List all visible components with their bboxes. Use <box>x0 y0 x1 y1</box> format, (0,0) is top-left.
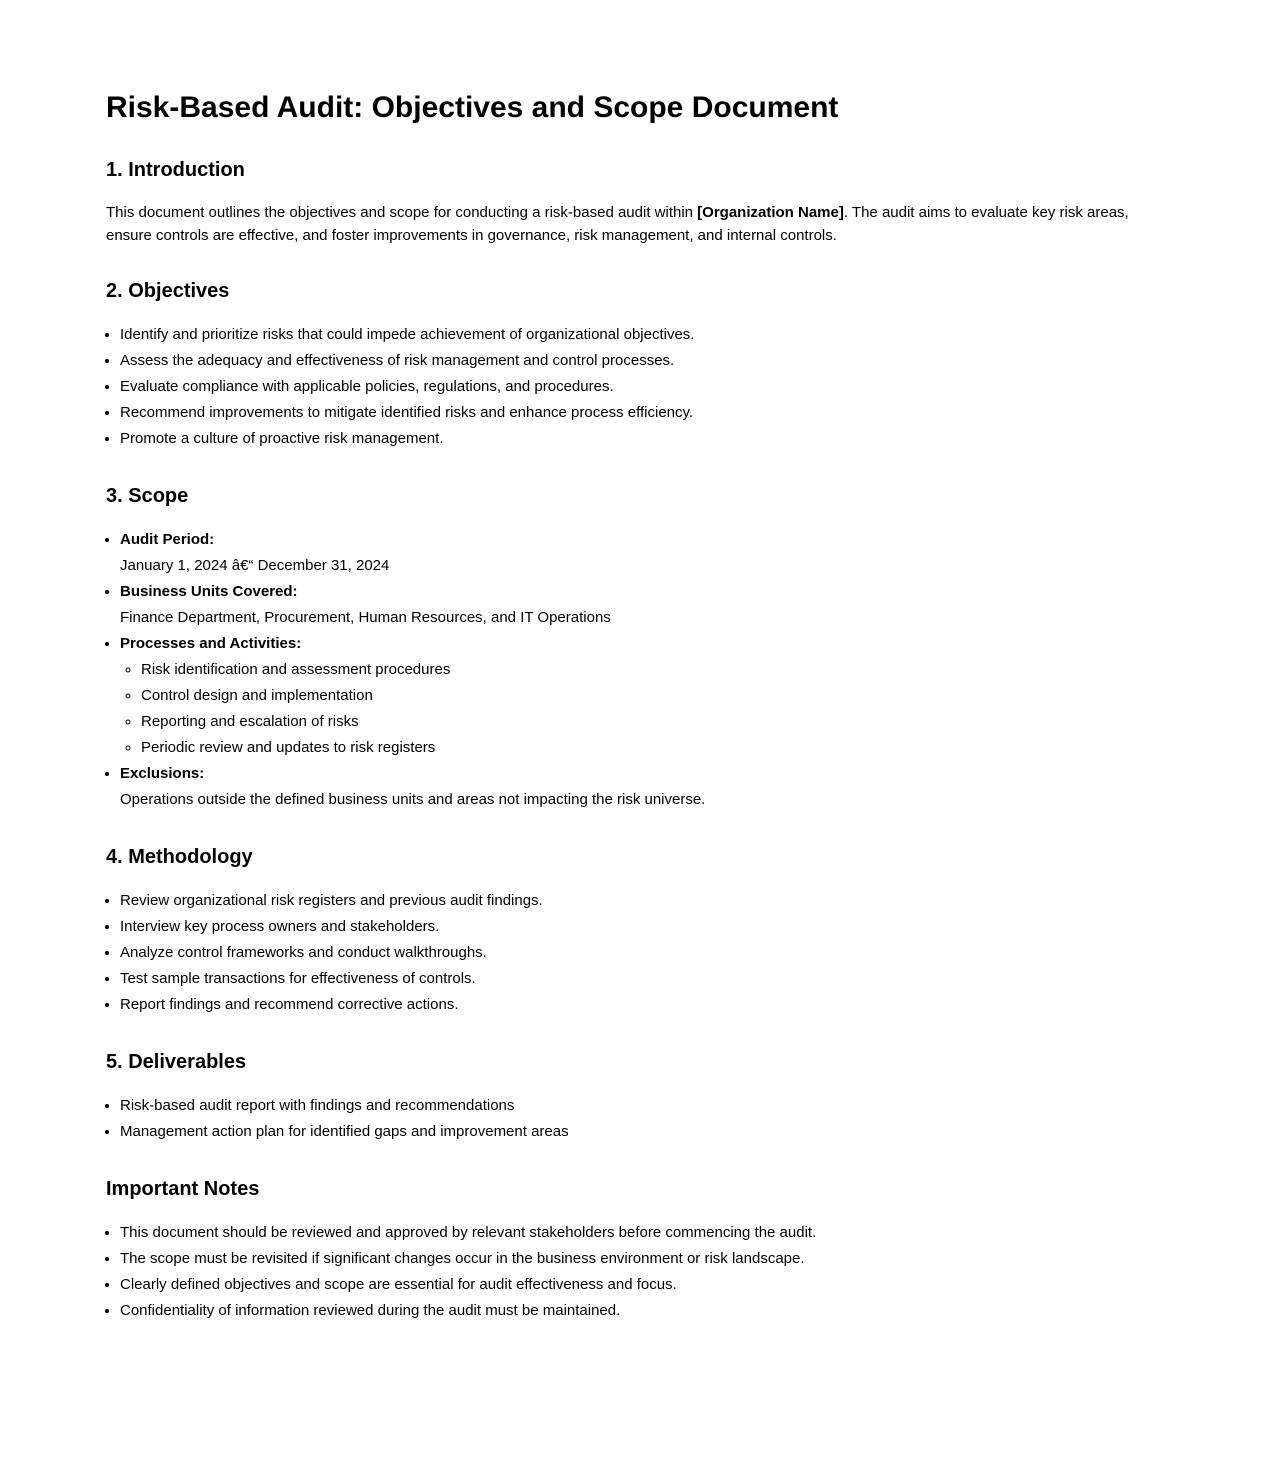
introduction-paragraph <box>106 201 1151 247</box>
section-introduction <box>106 158 1151 247</box>
important-notes-list <box>106 1220 1151 1324</box>
page-title: Risk-Based Audit: Objectives and Scope Document <box>106 91 839 124</box>
audit-period-value: January 1, 2024 â€“ December 31, 2024 <box>120 557 390 574</box>
business-units-value: Finance Department, Procurement, Human Resources, and IT Operations <box>120 609 611 626</box>
list-item: • Assess the adequacy and effectiveness of risk management and control processes. <box>120 348 1151 374</box>
section-deliverables <box>106 1050 1151 1145</box>
list-item: ◦ Reporting and escalation of risks <box>141 709 1151 735</box>
section-important-notes <box>106 1177 1151 1324</box>
list-item: • Clearly defined objectives and scope are essential for audit effectiveness and focus. <box>120 1272 1151 1298</box>
list-item: • Identify and prioritize risks that could impede achievement of organizational objectives. <box>120 322 1151 348</box>
list-item: • Promote a culture of proactive risk management. <box>120 426 1151 452</box>
introduction-text-before: This document outlines the objectives and scope for conducting a risk-based audit within <box>106 204 698 221</box>
list-item: • Management action plan for identified gaps and improvement areas <box>120 1119 1151 1145</box>
list-item: • Review organizational risk registers and previous audit findings. <box>120 888 1151 914</box>
section-scope <box>106 484 1151 813</box>
list-item: • Report findings and recommend corrective actions. <box>120 992 1151 1018</box>
list-item: • Risk-based audit report with findings and recommendations <box>120 1093 1151 1119</box>
list-item: • Test sample transactions for effectiveness of controls. <box>120 966 1151 992</box>
introduction-heading: 1. Introduction <box>106 159 245 181</box>
list-item: • Recommend improvements to mitigate identified risks and enhance process efficiency. <box>120 400 1151 426</box>
deliverables-list <box>106 1093 1151 1145</box>
methodology-heading: 4. Methodology <box>106 846 253 868</box>
methodology-list <box>106 888 1151 1018</box>
exclusions-value: Operations outside the defined business units and areas not impacting the risk universe. <box>120 791 706 808</box>
list-item: • Confidentiality of information reviewed during the audit must be maintained. <box>120 1298 1151 1324</box>
deliverables-heading: 5. Deliverables <box>106 1051 247 1073</box>
processes-label: Processes and Activities: <box>120 635 302 652</box>
list-item: • This document should be reviewed and approved by relevant stakeholders before commencing the audit. <box>120 1220 1151 1246</box>
scope-processes-item <box>120 631 1151 761</box>
scope-business-units-item <box>120 579 1151 631</box>
important-notes-heading: Important Notes <box>106 1178 260 1200</box>
processes-sublist <box>120 657 1151 761</box>
audit-period-label: Audit Period: <box>120 531 215 548</box>
list-item: ◦ Periodic review and updates to risk registers <box>141 735 1151 761</box>
list-item: • The scope must be revisited if significant changes occur in the business environment or risk landscape. <box>120 1246 1151 1272</box>
scope-exclusions-item <box>120 761 1151 813</box>
list-item: ◦ Control design and implementation <box>141 683 1151 709</box>
objectives-list <box>106 322 1151 452</box>
list-item: • Evaluate compliance with applicable policies, regulations, and procedures. <box>120 374 1151 400</box>
objectives-heading: 2. Objectives <box>106 280 230 302</box>
scope-heading: 3. Scope <box>106 485 189 507</box>
organization-name-placeholder: [Organization Name] <box>697 204 844 221</box>
business-units-label: Business Units Covered: <box>120 583 298 600</box>
list-item: • Analyze control frameworks and conduct walkthroughs. <box>120 940 1151 966</box>
section-methodology <box>106 845 1151 1018</box>
list-item: ◦ Risk identification and assessment procedures <box>141 657 1151 683</box>
document-page <box>106 0 1151 1462</box>
introduction-text-after: . The audit aims to evaluate key risk areas, ensure controls are effective, and foster improvements in governance, risk management, and internal controls. <box>106 204 1129 244</box>
scope-list <box>106 527 1151 813</box>
section-objectives <box>106 279 1151 452</box>
list-item: • Interview key process owners and stakeholders. <box>120 914 1151 940</box>
scope-audit-period-item <box>120 527 1151 579</box>
exclusions-label: Exclusions: <box>120 765 205 782</box>
